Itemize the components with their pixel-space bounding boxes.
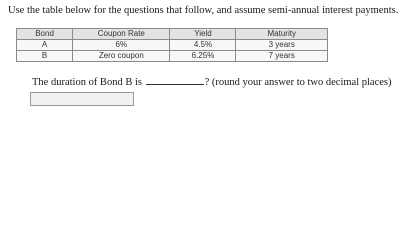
instruction-text: Use the table below for the questions that follow, and assume semi-annual interest payments. bbox=[8, 5, 398, 16]
cell-yield: 6.25% bbox=[170, 51, 236, 62]
question-text bbox=[32, 75, 391, 88]
cell-bond: A bbox=[17, 40, 73, 51]
answer-input[interactable] bbox=[30, 92, 134, 106]
cell-yield: 4.5% bbox=[170, 40, 236, 51]
table-row bbox=[17, 40, 328, 51]
cell-maturity: 7 years bbox=[236, 51, 328, 62]
cell-coupon-rate: Zero coupon bbox=[73, 51, 170, 62]
cell-maturity: 3 years bbox=[236, 40, 328, 51]
answer-blank-line bbox=[146, 75, 204, 85]
column-header-maturity: Maturity bbox=[236, 29, 328, 40]
cell-coupon-rate: 6% bbox=[73, 40, 170, 51]
table-row bbox=[17, 51, 328, 62]
question-prefix: The duration of Bond B is bbox=[32, 77, 142, 88]
column-header-bond: Bond bbox=[17, 29, 73, 40]
table-header-row bbox=[17, 29, 328, 40]
column-header-yield: Yield bbox=[170, 29, 236, 40]
cell-bond: B bbox=[17, 51, 73, 62]
question-suffix: ? (round your answer to two decimal places) bbox=[204, 77, 392, 88]
bond-table bbox=[16, 28, 328, 62]
column-header-coupon-rate: Coupon Rate bbox=[73, 29, 170, 40]
